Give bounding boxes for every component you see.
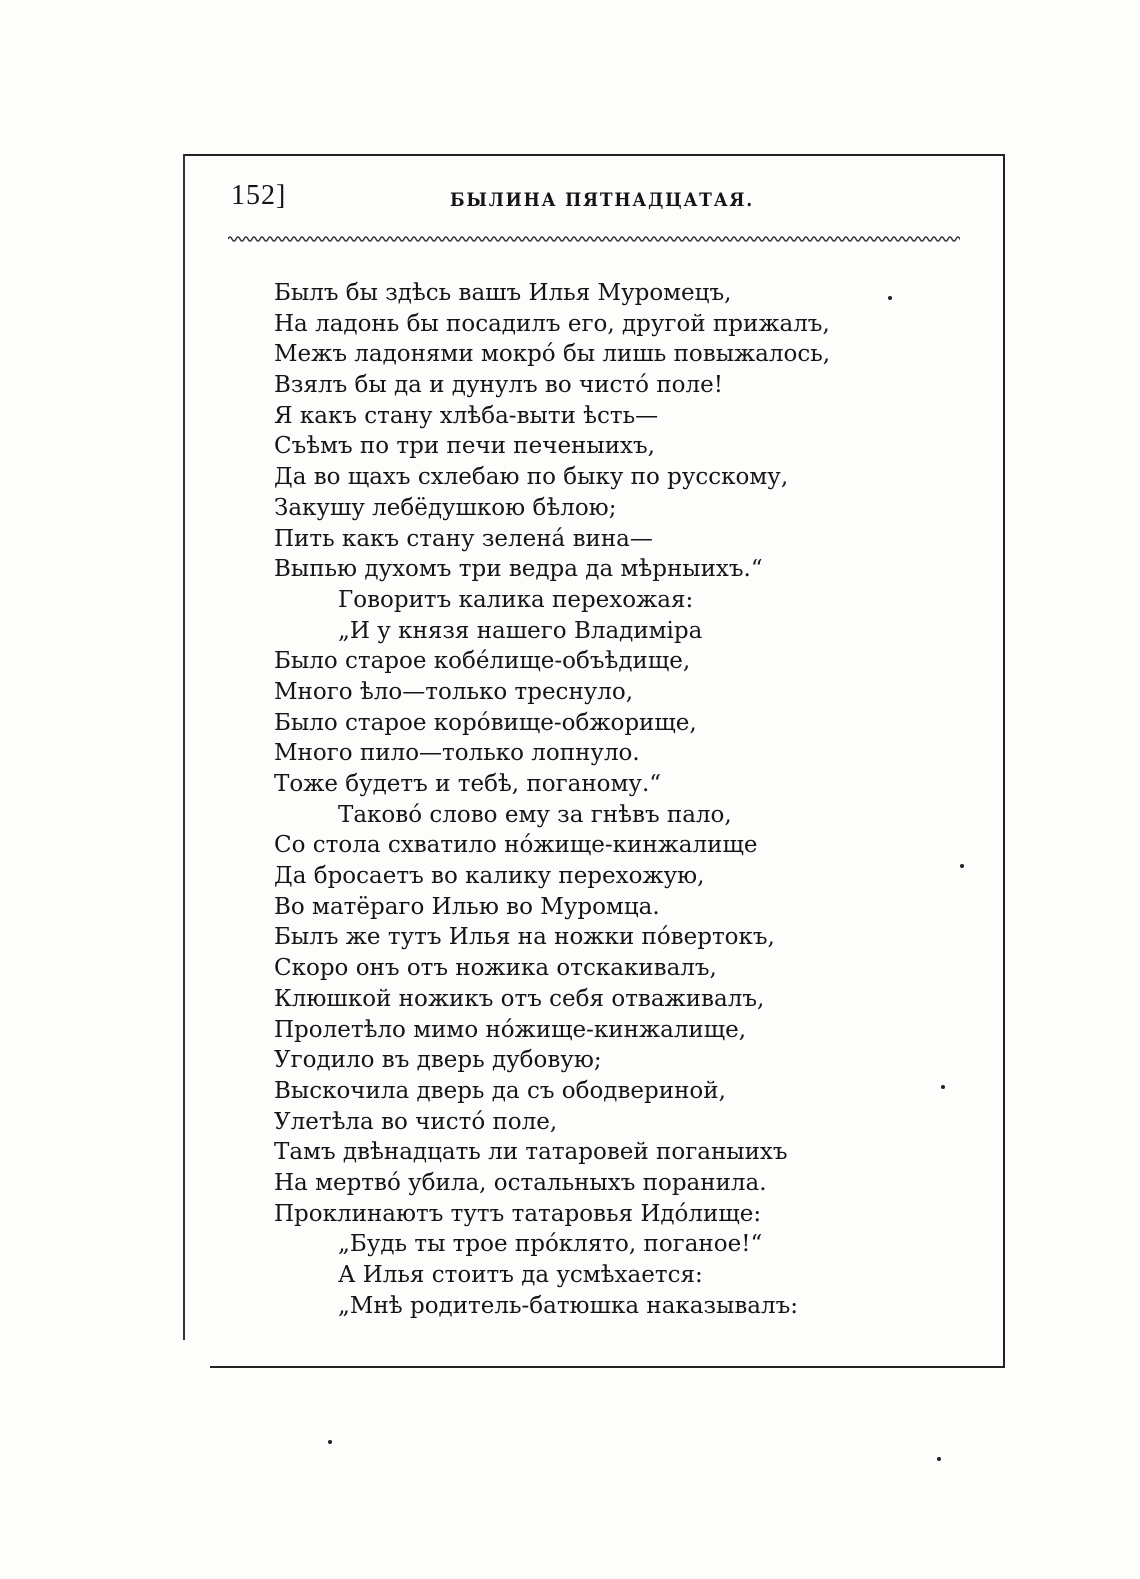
verse-line: Со стола схватило но́жище-кинжалище (274, 832, 758, 859)
verse-line: Угодило въ дверь дубовую; (274, 1047, 602, 1074)
verse-line: „И у князя нашего Владиміра (338, 617, 703, 644)
print-speck (328, 1440, 332, 1444)
verse-line: Было старое коро́вище-обжорище, (274, 709, 697, 736)
print-speck (960, 864, 964, 868)
page-number: 152] (231, 180, 287, 211)
verse-line: Взялъ бы да и дунулъ во чисто́ поле! (274, 372, 723, 399)
verse-line: Выскочила дверь да съ ободвериной, (274, 1077, 726, 1104)
print-speck (941, 1085, 945, 1089)
verse-line: Межъ ладонями мокро́ бы лишь повыжалось, (274, 341, 831, 368)
verse-line: Клюшкой ножикъ отъ себя отваживалъ, (274, 985, 765, 1012)
verse-line: Да во щахъ схлебаю по быку по русскому, (274, 464, 789, 491)
verse-line: Я какъ стану хлѣба-выти ѣсть— (274, 402, 659, 429)
running-title: БЫЛИНА ПЯТНАДЦАТАЯ. (450, 189, 755, 211)
verse-line: Пить какъ стану зелена́ вина— (274, 525, 653, 552)
right-border-rule (1003, 154, 1005, 1368)
bottom-border-rule (210, 1366, 1005, 1368)
verse-line: Тамъ двѣнадцать ли татаровей поганыихъ (274, 1139, 788, 1166)
verse-line: Былъ же тутъ Илья на ножки по́вертокъ, (274, 924, 775, 951)
verse-line: Скоро онъ отъ ножика отскакивалъ, (274, 955, 717, 982)
verse-line: „Будь ты трое про́клято, поганое!“ (338, 1231, 763, 1258)
verse-line: На мертво́ убила, остальныхъ поранила. (274, 1169, 767, 1196)
left-border-rule (183, 154, 185, 1340)
print-speck (937, 1457, 941, 1461)
verse-line: „Мнѣ родитель-батюшка наказывалъ: (338, 1292, 798, 1319)
wavy-divider (228, 232, 960, 246)
verse-line: Во матёраго Илью во Муромца. (274, 893, 660, 920)
top-border-rule (183, 154, 1005, 156)
verse-line: Тоже будетъ и тебѣ, поганому.“ (274, 771, 662, 797)
verse-line: А Илья стоитъ да усмѣхается: (338, 1262, 703, 1288)
verse-line: Много пило—только лопнуло. (274, 740, 640, 767)
verse-line: Былъ бы здѣсь вашъ Илья Муромецъ, (274, 280, 732, 306)
verse-line: На ладонь бы посадилъ его, другой прижалъ, (274, 310, 830, 337)
verse-line: Говоритъ калика перехожая: (338, 586, 694, 613)
verse-line: Таково́ слово ему за гнѣвъ пало, (338, 801, 732, 828)
verse-line: Да бросаетъ во калику перехожую, (274, 863, 705, 890)
verse-line: Проклинаютъ тутъ татаровья Идо́лище: (274, 1200, 762, 1227)
verse-line: Пролетѣло мимо но́жище-кинжалище, (274, 1016, 747, 1043)
verse-line: Улетѣла во чисто́ поле, (274, 1108, 558, 1135)
verse-line: Закушу лебёдушкою бѣлою; (274, 494, 617, 521)
verse-line: Много ѣло—только треснуло, (274, 678, 634, 705)
verse-line: Съѣмъ по три печи печеныихъ, (274, 433, 655, 460)
verse-text (274, 278, 974, 1321)
verse-line: Выпью духомъ три ведра да мѣрныихъ.“ (274, 556, 763, 583)
verse-line: Было старое кобе́лище-объѣдище, (274, 648, 691, 675)
print-speck (888, 296, 892, 300)
